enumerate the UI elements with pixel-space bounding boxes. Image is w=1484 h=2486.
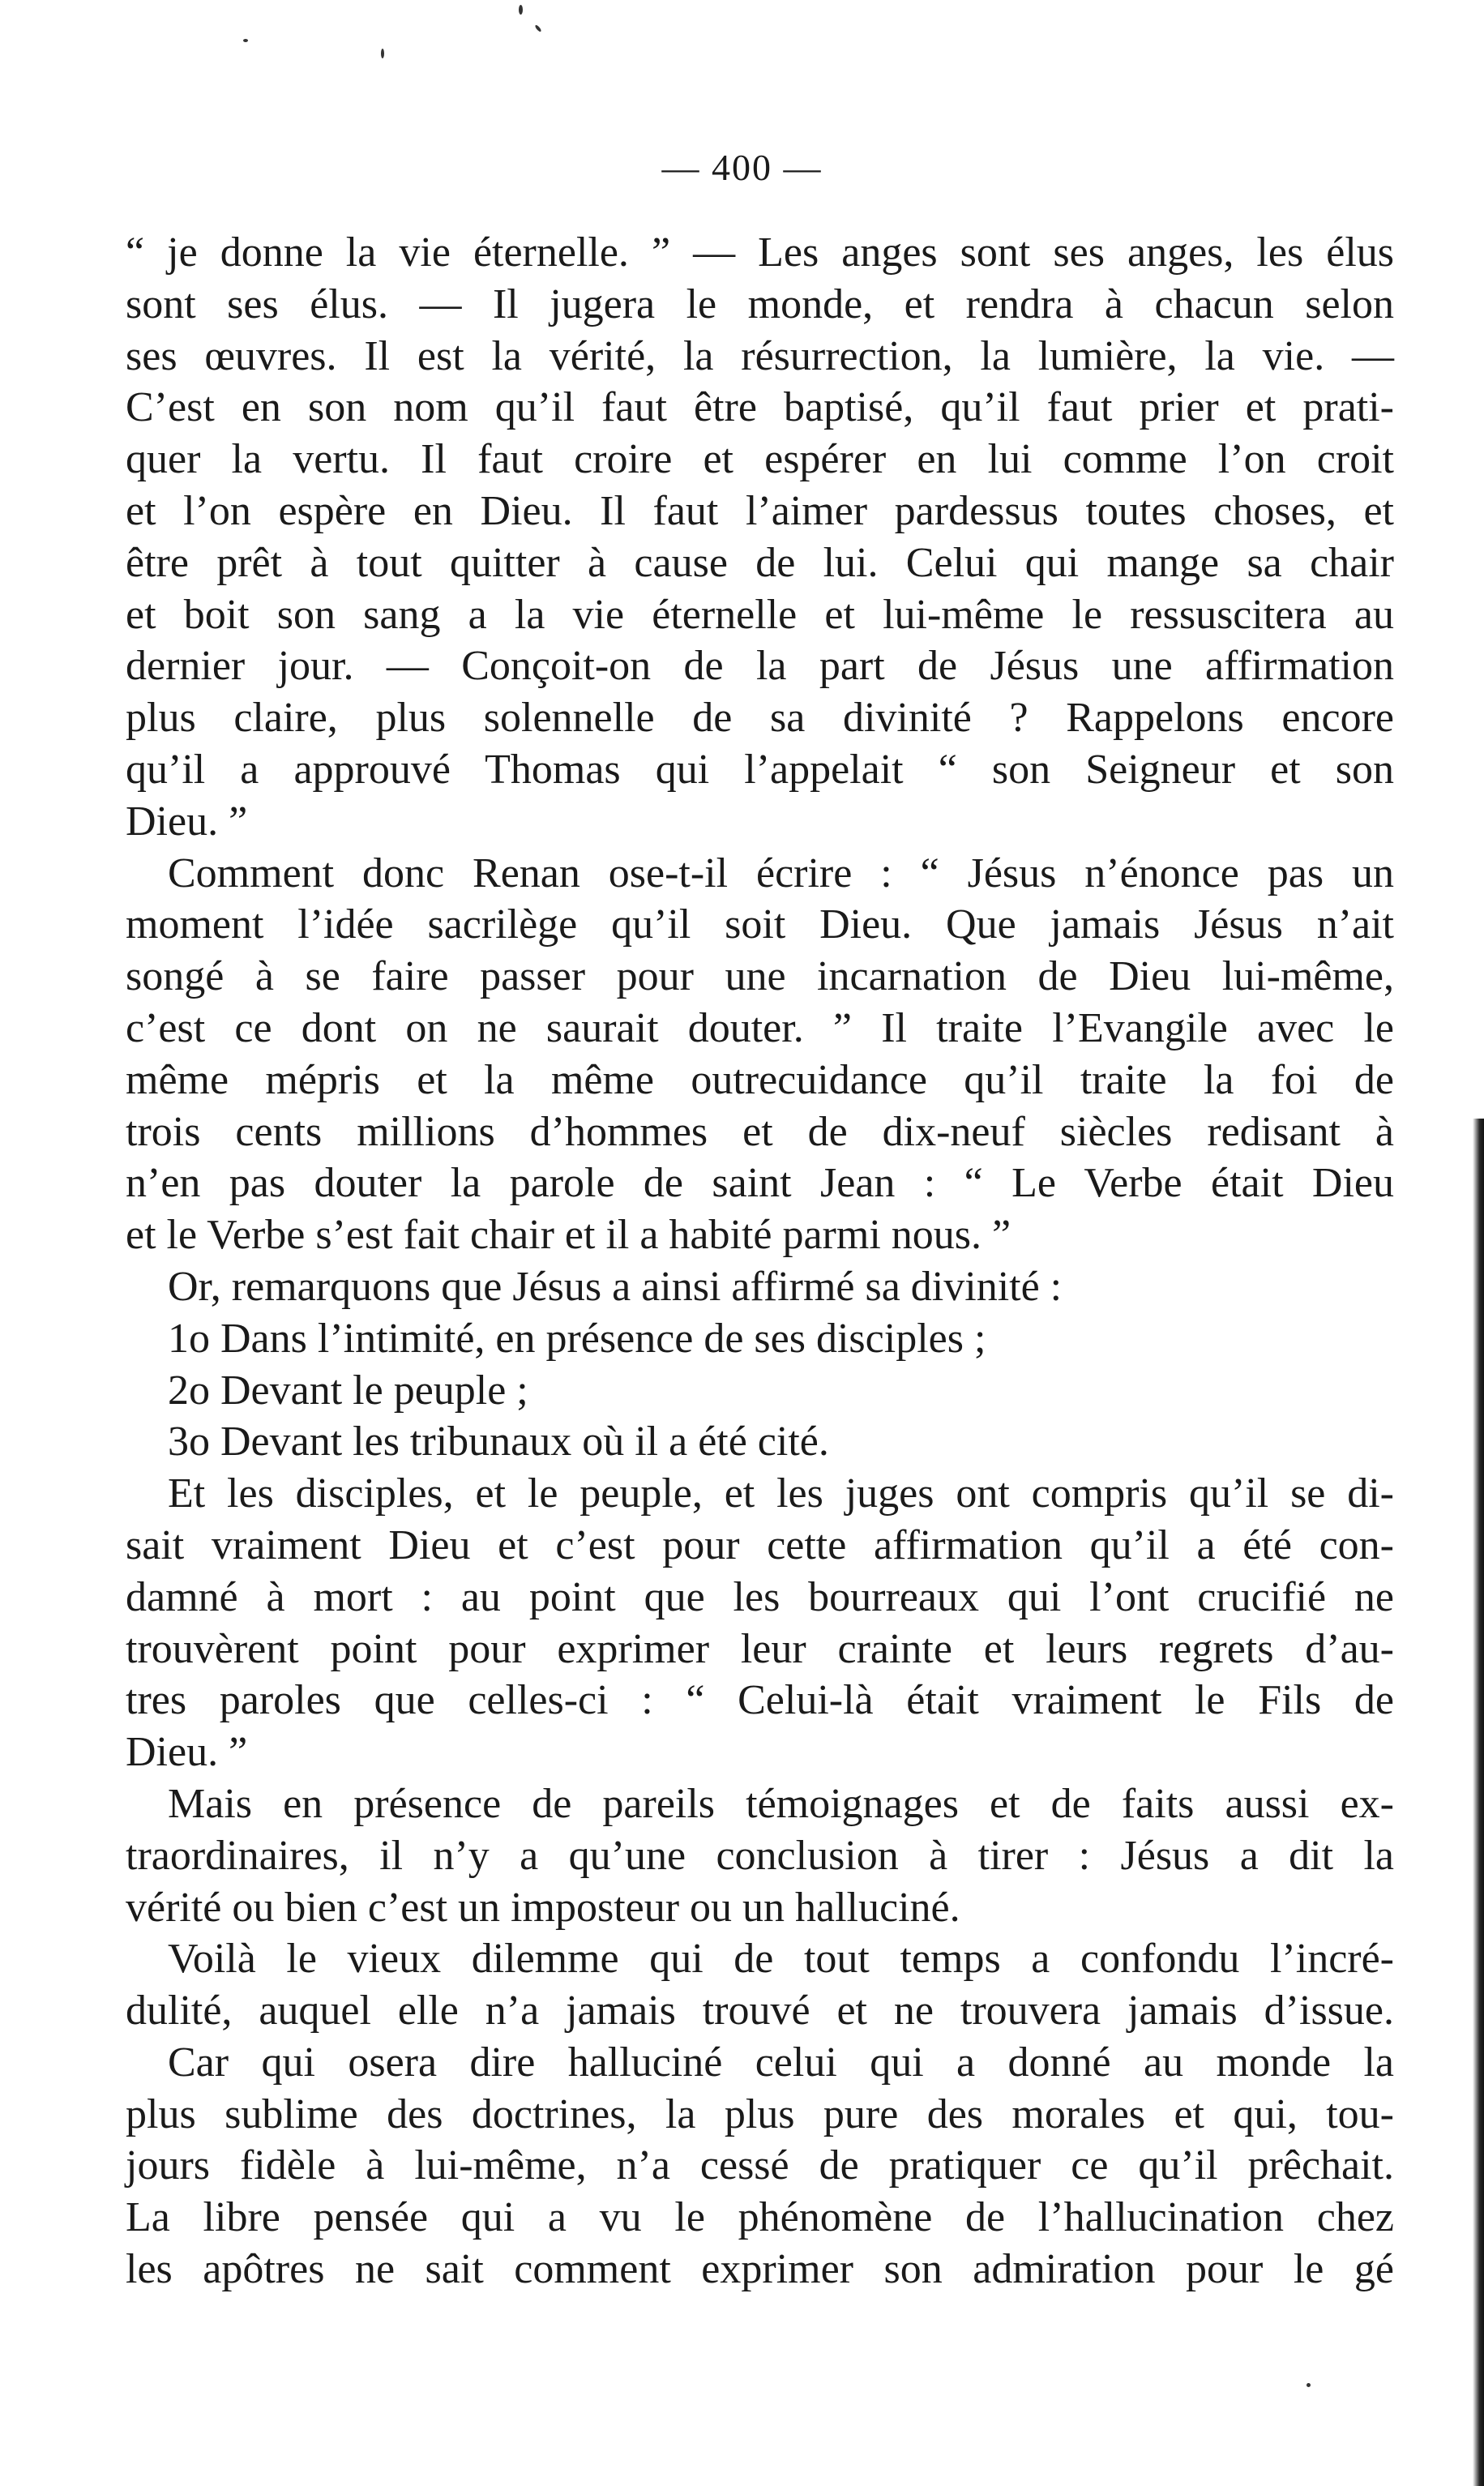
text-line: moment l’idée sacrilège qu’il soit Dieu. Que jamais Jésus n’ait	[126, 901, 1394, 948]
text-line: Comment donc Renan ose-t-il écrire : “ Jésus n’énonce pas un	[168, 849, 1394, 896]
text-line: Mais en présence de pareils témoignages et de faits aussi ex-	[168, 1780, 1394, 1827]
text-line: sait vraiment Dieu et c’est pour cette affirmation qu’il a été con-	[126, 1521, 1394, 1568]
text-line: traordinaires, il n’y a qu’une conclusion à tirer : Jésus a dit la	[126, 1832, 1394, 1879]
text-line: tres paroles que celles-ci : “ Celui-là était vraiment le Fils de	[126, 1677, 1394, 1724]
text-line: et l’on espère en Dieu. Il faut l’aimer pardessus toutes choses, et	[126, 487, 1394, 534]
body-text	[126, 227, 1394, 2296]
text-line: plus claire, plus solennelle de sa divinité ? Rappelons encore	[126, 695, 1394, 742]
text-line: c’est ce dont on ne saurait douter. ” Il traite l’Evangile avec le	[126, 1004, 1394, 1051]
ink-speck	[381, 49, 384, 58]
text-line: 2o Devant le peuple ;	[168, 1367, 528, 1414]
text-line: et le Verbe s’est fait chair et il a habité parmi nous. ”	[126, 1212, 1011, 1259]
page-number: — 400 —	[661, 147, 823, 188]
text-line: même mépris et la même outrecuidance qu’il traite la foi de	[126, 1056, 1394, 1103]
text-line: 3o Devant les tribunaux où il a été cité.	[168, 1418, 829, 1465]
ink-speck	[1307, 2383, 1311, 2387]
text-line: C’est en son nom qu’il faut être baptisé, qu’il faut prier et prati-	[126, 384, 1394, 431]
ink-speck	[519, 5, 523, 15]
text-line: La libre pensée qui a vu le phénomène de l’hallucination chez	[126, 2194, 1394, 2241]
text-line: trouvèrent point pour exprimer leur crainte et leurs regrets d’au-	[126, 1625, 1394, 1672]
text-line: dernier jour. — Conçoit-on de la part de Jésus une affirmation	[126, 643, 1394, 690]
text-line: et boit son sang a la vie éternelle et lui-même le ressuscitera au	[126, 591, 1394, 638]
text-line: Et les disciples, et le peuple, et les juges ont compris qu’il se di-	[168, 1470, 1394, 1517]
text-line: plus sublime des doctrines, la plus pure des morales et qui, tou-	[126, 2090, 1394, 2137]
ink-speck	[534, 24, 541, 32]
text-line: être prêt à tout quitter à cause de lui. Celui qui mange sa chair	[126, 539, 1394, 586]
text-line: Dieu. ”	[126, 1729, 248, 1776]
text-line: Car qui osera dire halluciné celui qui a donné au monde la	[168, 2039, 1394, 2086]
text-line: “ je donne la vie éternelle. ” — Les anges sont ses anges, les élus	[126, 229, 1394, 276]
text-line: Or, remarquons que Jésus a ainsi affirmé sa divinité :	[168, 1263, 1063, 1310]
text-line: n’en pas douter la parole de saint Jean : “ Le Verbe était Dieu	[126, 1160, 1394, 1207]
text-line: jours fidèle à lui-même, n’a cessé de pratiquer ce qu’il prêchait.	[126, 2142, 1394, 2189]
text-line: ses œuvres. Il est la vérité, la résurrection, la lumière, la vie. —	[126, 332, 1394, 379]
page-edge-shadow	[1473, 1119, 1484, 2486]
text-line: songé à se faire passer pour une incarnation de Dieu lui-même,	[126, 953, 1394, 1000]
text-line: Dieu. ”	[126, 798, 248, 845]
text-line: dulité, auquel elle n’a jamais trouvé et ne trouvera jamais d’issue.	[126, 1988, 1394, 2035]
text-line: qu’il a approuvé Thomas qui l’appelait “ son Seigneur et son	[126, 746, 1394, 793]
text-line: damné à mort : au point que les bourreaux qui l’ont crucifié ne	[126, 1573, 1394, 1620]
text-line: les apôtres ne sait comment exprimer son admiration pour le gé	[126, 2246, 1394, 2293]
text-line: 1o Dans l’intimité, en présence de ses disciples ;	[168, 1315, 986, 1362]
text-line: sont ses élus. — Il jugera le monde, et rendra à chacun selon	[126, 280, 1394, 327]
text-line: vérité ou bien c’est un imposteur ou un halluciné.	[126, 1884, 960, 1931]
text-line: quer la vertu. Il faut croire et espérer en lui comme l’on croit	[126, 436, 1394, 483]
ink-speck	[243, 39, 248, 42]
text-line: Voilà le vieux dilemme qui de tout temps a confondu l’incré-	[168, 1936, 1394, 1983]
text-line: trois cents millions d’hommes et de dix-neuf siècles redisant à	[126, 1108, 1394, 1155]
